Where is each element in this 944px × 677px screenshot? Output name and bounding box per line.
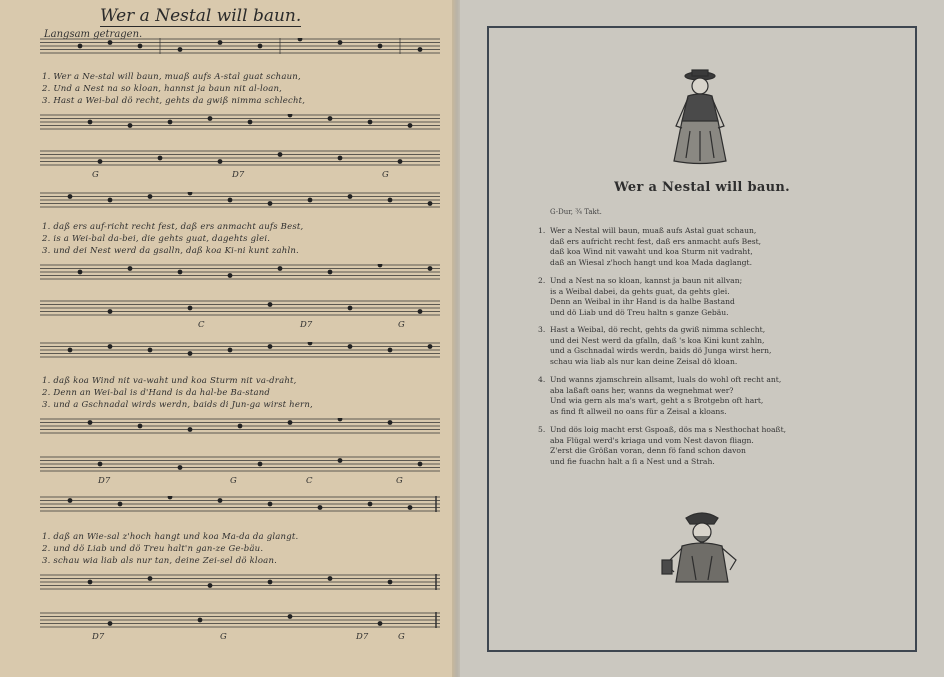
lyric-line: 1. daß koa Wind nit va-waht und koa Sturm nit va-draht, xyxy=(42,376,297,386)
stanza-number: 3. xyxy=(538,325,546,334)
chord-symbol: D7 xyxy=(356,632,369,642)
chord-symbol: C xyxy=(198,320,205,330)
staff-piano-treble xyxy=(40,264,440,280)
stanza-number: 1. xyxy=(538,226,546,235)
stanza-line: und dö Liab und dö Treu haltn s ganze Gebäu. xyxy=(550,308,729,318)
staff-voice xyxy=(40,192,440,208)
staff-piano-bass xyxy=(40,150,440,166)
music-title: Wer a Nestal will baun. xyxy=(100,6,302,26)
stanza-line: is a Weibal dabei, da gehts guat, da gehts glei. xyxy=(550,286,730,296)
stanza-line: Hast a Weibal, dö recht, gehts da gwiß nimma schlecht, xyxy=(550,325,766,334)
staff-voice xyxy=(40,38,440,54)
stanza-line: schau wia liab als nur kan deine Zeisal dö kloan. xyxy=(550,357,738,367)
lyric-line: 2. Denn an Wei-bal is d'Hand is da hal-be Ba-stand xyxy=(42,388,271,398)
lyric-line: 3. Hast a Wei-bal dö recht, gehts da gwiß nimma schlecht, xyxy=(42,96,306,106)
stanza-line: Denn an Weibal in ihr Hand is da halbe Bastand xyxy=(550,297,735,307)
lyric-line: 2. Und a Nest na so kloan, hannst ja baun nit al-loan, xyxy=(42,84,283,94)
lyric-line: 3. schau wia liab als nur tan, deine Zei-sel dö kloan. xyxy=(42,556,278,566)
stanza-line: daß koa Wind nit vawaht und koa Sturm nit vadraht, xyxy=(550,247,753,257)
chord-symbol: G xyxy=(398,320,405,330)
chord-symbol: G xyxy=(382,170,389,180)
stanza xyxy=(538,325,880,368)
chord-symbol: D7 xyxy=(98,476,111,486)
lyric-line: 2. is a Wei-bal da-bei, die gehts guat, dagehts glei. xyxy=(42,234,271,244)
chord-symbol: G xyxy=(398,632,405,642)
staff-piano-treble xyxy=(40,574,440,590)
chord-symbol: D7 xyxy=(232,170,245,180)
lyric-line: 3. und dei Nest werd da gsalln, daß koa Ki-ni kunt zahln. xyxy=(42,246,299,256)
sheet-music-page xyxy=(0,0,455,677)
staff-piano-treble xyxy=(40,418,440,434)
stanza-number: 4. xyxy=(538,375,546,384)
chord-symbol: G xyxy=(396,476,403,486)
chord-symbol: G xyxy=(220,632,227,642)
stanza xyxy=(538,375,880,418)
staff-piano-treble xyxy=(40,114,440,130)
stanza xyxy=(538,425,880,468)
stanza-line: Und wia gern als ma's wart, geht a s Brotgebn oft hart, xyxy=(550,396,764,406)
chord-symbol: G xyxy=(92,170,99,180)
chord-symbol: D7 xyxy=(92,632,105,642)
stanza-line: aba laßaft oans her, wanns da wegnehmat wer? xyxy=(550,385,734,395)
chord-symbol: C xyxy=(306,476,313,486)
stanza-line: Und a Nest na so kloan, kannst ja baun nit allvan; xyxy=(550,276,743,285)
lyric-line: 3. und a Gschnadal wirds werdn, baids di Jun-ga wirst hern, xyxy=(42,400,313,410)
woman-illustration xyxy=(660,66,740,166)
staff-piano-bass xyxy=(40,300,440,316)
stanza-line: Und wanns zjamschrein allsamt, luals do wohl oft recht ant, xyxy=(550,375,782,384)
stanza-line: as find ft allweil no oans für a Zeisal a kloans. xyxy=(550,407,727,417)
staff-voice xyxy=(40,342,440,358)
staff-voice xyxy=(40,496,440,512)
stanza xyxy=(538,276,880,319)
stanza-line: Wer a Nestal will baun, muaß aufs Astal guat schaun, xyxy=(550,226,757,235)
stanza-number: 5. xyxy=(538,425,546,434)
stanza xyxy=(538,226,880,269)
lyric-line: 1. Wer a Ne-stal will baun, muaß aufs A-stal guat schaun, xyxy=(42,72,301,82)
lyric-line: 1. daß ers auf-richt recht fest, daß ers anmacht aufs Best, xyxy=(42,222,304,232)
stanza-line: und fie fuachn halt a ſi a Nest und a Strah. xyxy=(550,457,715,467)
stanza-line: Z'erst die Größan voran, denn fö fand schon davon xyxy=(550,446,746,456)
poem-title: Wer a Nestal will baun. xyxy=(614,180,790,195)
stanza-line: und a Gschnadal wirds werdn, baids dö Junga wirst hern, xyxy=(550,346,772,356)
staff-piano-bass xyxy=(40,456,440,472)
tempo-marking: Langsam getragen. xyxy=(44,29,143,40)
stanza-line: und dei Nest werd da gfalln, daß 's koa Kini kunt zahln, xyxy=(550,335,765,345)
stanza-line: Und dös loig macht erst Gspoaß, dös ma s Nesthochat hoaßt, xyxy=(550,425,787,434)
stanza-number: 2. xyxy=(538,276,546,285)
stanza-line: daß ers aufricht recht fest, daß ers anmacht aufs Best, xyxy=(550,236,762,246)
chord-symbol: D7 xyxy=(300,320,313,330)
lyric-line: 1. daß an Wie-sal z'hoch hangt und koa Ma-da da glangt. xyxy=(42,532,299,542)
stanza-line: aba Flügal werd's kriaga und vom Nest davon fliagn. xyxy=(550,435,754,445)
key-signature-note: G-Dur, ¾ Takt. xyxy=(550,208,602,216)
lyric-line: 2. und dö Liab und dö Treu halt'n gan-ze Ge-bäu. xyxy=(42,544,264,554)
chord-symbol: G xyxy=(230,476,237,486)
stanza-line: daß an Wiesal z'hoch hangt und koa Mada daglangt. xyxy=(550,258,753,268)
staff-piano-bass xyxy=(40,612,440,628)
lyrics-page xyxy=(460,0,944,677)
man-illustration xyxy=(656,508,748,584)
